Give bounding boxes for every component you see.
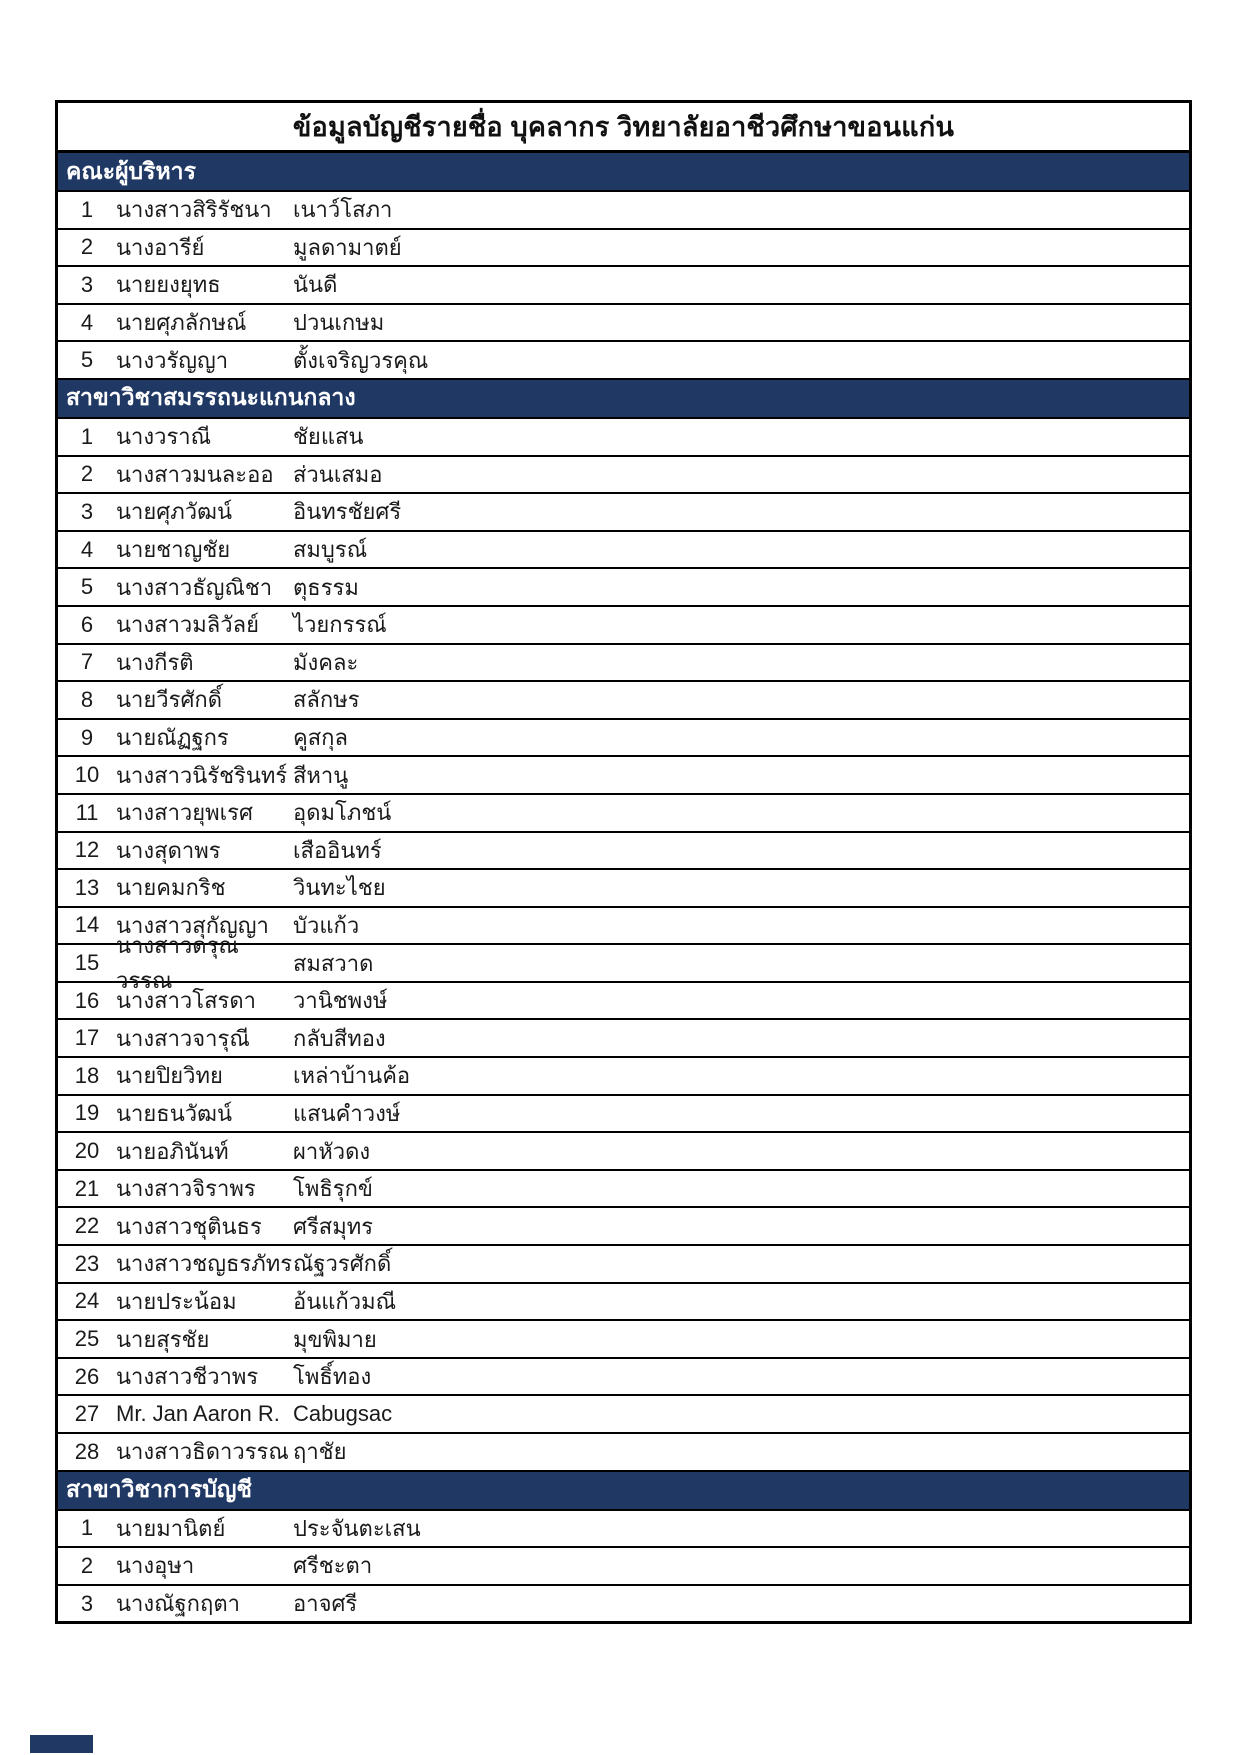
last-name-cell: Cabugsac bbox=[293, 1401, 393, 1427]
first-name-cell: นางสาวโสรดา bbox=[116, 988, 256, 1014]
first-name-cell: นายศุภวัฒน์ bbox=[116, 499, 233, 525]
row-number: 1 bbox=[80, 423, 94, 449]
last-name-cell: วานิชพงษ์ bbox=[293, 988, 388, 1014]
table-row bbox=[58, 1096, 1189, 1134]
row-number: 27 bbox=[74, 1401, 100, 1427]
last-name-cell: ไวยกรรณ์ bbox=[293, 612, 387, 638]
last-name-cell: อุดมโภชน์ bbox=[293, 800, 392, 826]
row-number: 2 bbox=[80, 1552, 94, 1578]
first-name-cell: นางสาวดรุณวรรณ bbox=[116, 933, 239, 994]
last-name-cell: มูลดามาตย์ bbox=[293, 234, 402, 260]
last-name-cell: ปวนเกษม bbox=[293, 310, 385, 336]
last-name-cell: โพธิรุกข์ bbox=[293, 1176, 373, 1202]
table-row bbox=[58, 1284, 1189, 1322]
row-number: 21 bbox=[74, 1175, 100, 1201]
last-name-cell: ตุธรรม bbox=[293, 574, 359, 600]
last-name-cell: ฤาชัย bbox=[293, 1439, 347, 1465]
table-row bbox=[58, 870, 1189, 908]
table-row bbox=[58, 1058, 1189, 1096]
row-number: 9 bbox=[80, 724, 94, 750]
first-name-cell: นางสาวมลิวัลย์ bbox=[116, 612, 259, 638]
table-row bbox=[58, 720, 1189, 758]
first-name-cell: นางสาวชีวาพร bbox=[116, 1364, 259, 1390]
last-name-cell: เสืออินทร์ bbox=[293, 837, 382, 863]
footer-blue-bar bbox=[30, 1735, 93, 1753]
page-title: ข้อมูลบัญชีรายชื่อ บุคลากร วิทยาลัยอาชีวศึกษาขอนแก่น bbox=[58, 103, 1189, 153]
last-name-cell: สีหานู bbox=[293, 762, 349, 788]
last-name-cell: มังคละ bbox=[293, 649, 359, 675]
last-name-cell: โพธิ์ทอง bbox=[293, 1364, 372, 1390]
last-name-cell: กลับสีทอง bbox=[293, 1025, 386, 1051]
table-row bbox=[58, 1171, 1189, 1209]
table-row bbox=[58, 1246, 1189, 1284]
table-row bbox=[58, 1208, 1189, 1246]
last-name-cell: สลักษร bbox=[293, 687, 360, 713]
row-number: 22 bbox=[74, 1213, 100, 1239]
table-row bbox=[58, 983, 1189, 1021]
table-row bbox=[58, 833, 1189, 871]
first-name-cell: นางอารีย์ bbox=[116, 234, 205, 260]
row-number: 5 bbox=[80, 574, 94, 600]
table-row bbox=[58, 419, 1189, 457]
table-row bbox=[58, 305, 1189, 343]
last-name-cell: คูสกุล bbox=[293, 725, 348, 751]
row-number: 15 bbox=[74, 950, 100, 976]
last-name-cell: ศรีสมุทร bbox=[293, 1213, 374, 1239]
first-name-cell: นางสาวธิดาวรรณ bbox=[116, 1439, 289, 1465]
row-number: 16 bbox=[74, 987, 100, 1013]
last-name-cell: ตั้งเจริญวรคุณ bbox=[293, 347, 429, 373]
table-row bbox=[58, 267, 1189, 305]
table-row bbox=[58, 569, 1189, 607]
last-name-cell: ศรีชะตา bbox=[293, 1553, 373, 1579]
row-number: 12 bbox=[74, 837, 100, 863]
last-name-cell: สมสวาด bbox=[293, 950, 374, 976]
last-name-cell: นันดี bbox=[293, 272, 338, 298]
first-name-cell: นางสาวนิรัชรินทร์ bbox=[116, 762, 288, 788]
table-row bbox=[58, 645, 1189, 683]
table-row bbox=[58, 1548, 1189, 1586]
table-row bbox=[58, 1586, 1189, 1622]
first-name-cell: นางอุษา bbox=[116, 1553, 195, 1579]
first-name-cell: นางสาวสิริรัชนา bbox=[116, 197, 272, 223]
row-number: 11 bbox=[75, 799, 99, 825]
table-row bbox=[58, 795, 1189, 833]
last-name-cell: วินทะไชย bbox=[293, 875, 386, 901]
first-name-cell: นายอภินันท์ bbox=[116, 1138, 229, 1164]
row-number: 18 bbox=[74, 1062, 100, 1088]
first-name-cell: นายมานิตย์ bbox=[116, 1515, 226, 1541]
last-name-cell: ณัฐวรศักดิ์ bbox=[293, 1251, 392, 1277]
row-number: 13 bbox=[74, 874, 100, 900]
first-name-cell: นายยงยุทธ bbox=[116, 272, 221, 298]
row-number: 8 bbox=[80, 686, 94, 712]
row-number: 3 bbox=[80, 271, 94, 297]
section-header: คณะผู้บริหาร bbox=[58, 153, 1189, 192]
row-number: 6 bbox=[80, 611, 94, 637]
first-name-cell: นายประน้อม bbox=[116, 1288, 237, 1314]
table-row bbox=[58, 192, 1189, 230]
last-name-cell: ชัยแสน bbox=[293, 424, 364, 450]
row-number: 25 bbox=[74, 1326, 100, 1352]
last-name-cell: เนาว์โสภา bbox=[293, 197, 393, 223]
table-row bbox=[58, 342, 1189, 380]
row-number: 24 bbox=[74, 1288, 100, 1314]
personnel-table bbox=[55, 100, 1192, 1624]
row-number: 19 bbox=[74, 1100, 100, 1126]
first-name-cell: นางสาวยุพเรศ bbox=[116, 800, 253, 826]
first-name-cell: นางสาวชุตินธร bbox=[116, 1213, 262, 1239]
last-name-cell: เหล่าบ้านค้อ bbox=[293, 1063, 411, 1089]
last-name-cell: สมบูรณ์ bbox=[293, 537, 368, 563]
table-row bbox=[58, 757, 1189, 795]
first-name-cell: นายชาญชัย bbox=[116, 537, 231, 563]
first-name-cell: นายณัฏฐกร bbox=[116, 725, 229, 751]
first-name-cell: นางวรัญญา bbox=[116, 347, 229, 373]
table-row bbox=[58, 682, 1189, 720]
last-name-cell: ส่วนเสมอ bbox=[293, 461, 383, 487]
last-name-cell: ผาหัวดง bbox=[293, 1138, 371, 1164]
row-number: 1 bbox=[80, 196, 94, 222]
first-name-cell: นายสุรชัย bbox=[116, 1326, 210, 1352]
table-row bbox=[58, 933, 1189, 994]
row-number: 5 bbox=[80, 347, 94, 373]
row-number: 3 bbox=[80, 1590, 94, 1616]
first-name-cell: นายธนวัฒน์ bbox=[116, 1100, 233, 1126]
row-number: 2 bbox=[80, 461, 94, 487]
table-row bbox=[58, 230, 1189, 268]
first-name-cell: นางสาวสุกัญญา bbox=[116, 912, 269, 938]
row-number: 1 bbox=[80, 1515, 94, 1541]
section-header: สาขาวิชาการบัญชี bbox=[58, 1472, 1189, 1511]
last-name-cell: ประจันตะเสน bbox=[293, 1515, 421, 1541]
table-body bbox=[58, 153, 1189, 1621]
first-name-cell: นางสาวชญธรภัทร bbox=[116, 1251, 293, 1277]
table-row bbox=[58, 607, 1189, 645]
first-name-cell: นางสาวจารุณี bbox=[116, 1025, 250, 1051]
last-name-cell: บัวแก้ว bbox=[293, 912, 360, 938]
first-name-cell: นางสาวจิราพร bbox=[116, 1176, 256, 1202]
row-number: 7 bbox=[80, 649, 94, 675]
last-name-cell: อ้นแก้วมณี bbox=[293, 1288, 397, 1314]
table-row bbox=[58, 1321, 1189, 1359]
row-number: 14 bbox=[74, 912, 100, 938]
first-name-cell: นางณัฐกฤตา bbox=[116, 1591, 240, 1617]
row-number: 17 bbox=[74, 1025, 100, 1051]
last-name-cell: อินทรชัยศรี bbox=[293, 499, 402, 525]
table-row bbox=[58, 1511, 1189, 1549]
row-number: 23 bbox=[74, 1250, 100, 1276]
row-number: 28 bbox=[74, 1438, 100, 1464]
first-name-cell: นางกีรติ bbox=[116, 649, 194, 675]
row-number: 2 bbox=[80, 234, 94, 260]
row-number: 10 bbox=[74, 762, 100, 788]
table-row bbox=[58, 1434, 1189, 1472]
first-name-cell: Mr. Jan Aaron R. bbox=[116, 1401, 280, 1427]
first-name-cell: นายปิยวิทย bbox=[116, 1063, 223, 1089]
section-header: สาขาวิชาสมรรถนะแกนกลาง bbox=[58, 380, 1189, 419]
table-row bbox=[58, 494, 1189, 532]
first-name-cell: นางวราณี bbox=[116, 424, 212, 450]
table-row bbox=[58, 1396, 1189, 1434]
last-name-cell: แสนคำวงษ์ bbox=[293, 1100, 401, 1126]
row-number: 4 bbox=[80, 536, 94, 562]
first-name-cell: นางสาวธัญณิชา bbox=[116, 574, 273, 600]
first-name-cell: นายศุภลักษณ์ bbox=[116, 310, 247, 336]
last-name-cell: มุขพิมาย bbox=[293, 1326, 377, 1352]
table-row bbox=[58, 1359, 1189, 1397]
first-name-cell: นางสุดาพร bbox=[116, 837, 221, 863]
first-name-cell: นางสาวมนละออ bbox=[116, 461, 274, 487]
table-row bbox=[58, 532, 1189, 570]
last-name-cell: อาจศรี bbox=[293, 1591, 358, 1617]
table-row bbox=[58, 1133, 1189, 1171]
row-number: 20 bbox=[74, 1138, 100, 1164]
row-number: 3 bbox=[80, 498, 94, 524]
row-number: 4 bbox=[80, 309, 94, 335]
table-row bbox=[58, 457, 1189, 495]
first-name-cell: นายวีรศักดิ์ bbox=[116, 687, 223, 713]
row-number: 26 bbox=[74, 1363, 100, 1389]
first-name-cell: นายคมกริช bbox=[116, 875, 226, 901]
table-row bbox=[58, 1020, 1189, 1058]
